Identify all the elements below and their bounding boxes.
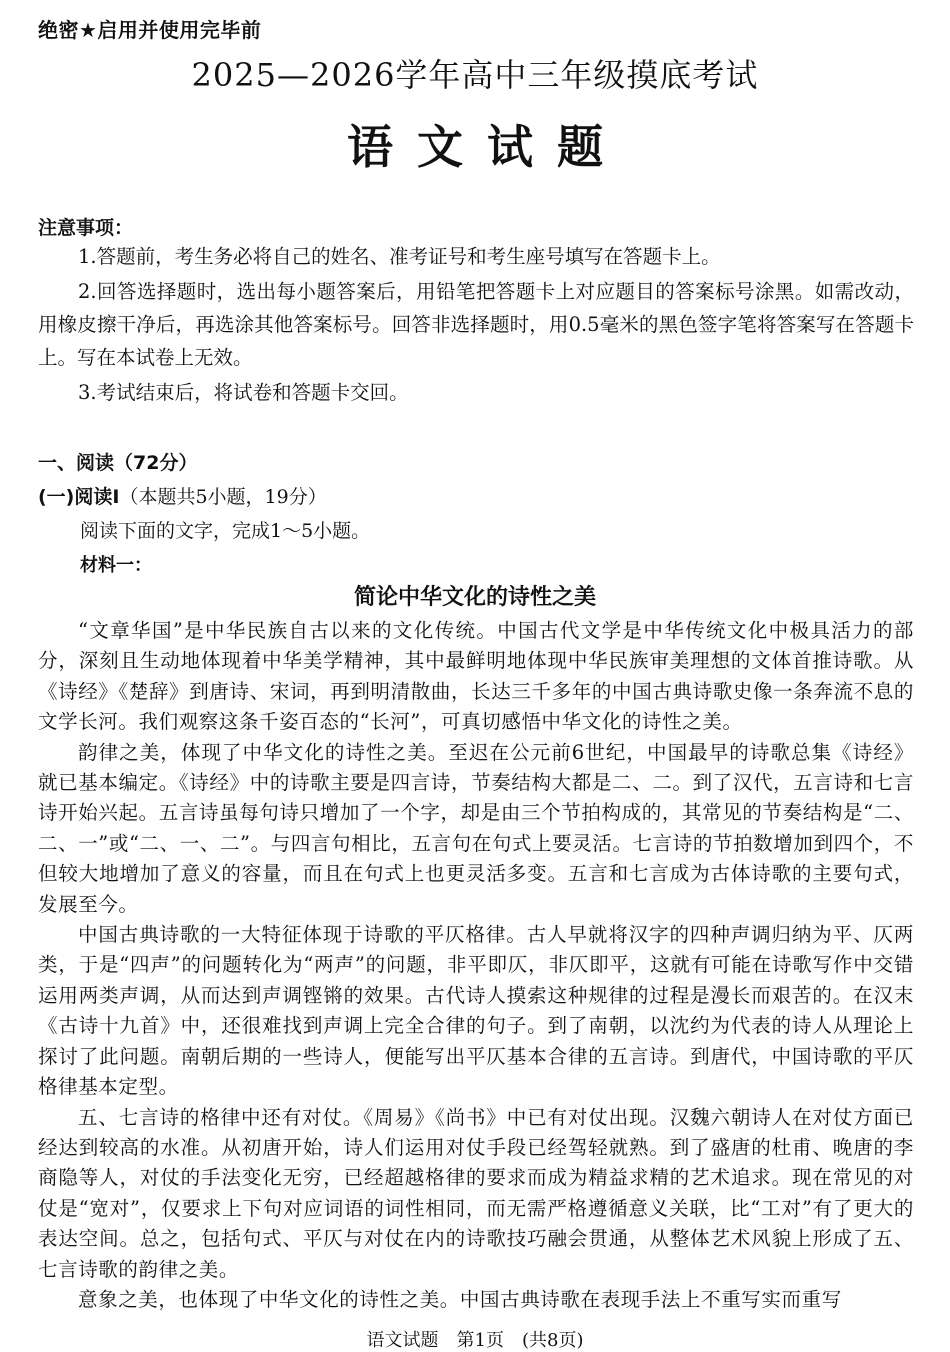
page-footer: 语文试题 第1页 (共8页) (366, 1330, 584, 1351)
subject-title: 语文试题 (347, 120, 627, 174)
article-body (38, 616, 914, 1315)
notice-item-3: 3.考试结束后，将试卷和答题卡交回。 (78, 381, 409, 404)
material-label: 材料一： (80, 555, 152, 576)
article-paragraph: 中国古典诗歌的一大特征体现于诗歌的平仄格律。古人早就将汉字的四种声调归纳为平、仄两类，于是“四声”的问题转化为“两声”的问题，非平即仄，非仄即平，这就有可能在诗歌写作中交错运用两类声调，从而达到声调铿锵的效果。古代诗人摸索这种规律的过程是漫长而艰苦的。在汉末《古诗十九首》中，还很难找到声调上完全合律的句子。到了南朝，以沈约为代表的诗人从理论上探讨了此问题。南朝后期的一些诗人，便能写出平仄基本合律的五言诗。到唐代，中国诗歌的平仄格律基本定型。 (38, 923, 914, 1099)
subsection-label: (一)阅读Ⅰ (38, 486, 120, 508)
notice-item-2: 2.回答选择题时，选出每小题答案后，用铅笔把答题卡上对应题目的答案标号涂黑。如需改动，用橡皮擦干净后，再选涂其他答案标号。回答非选择题时，用0.5毫米的黑色签字笔将答案写在答题卡上。写在本试卷上无效。 (38, 280, 914, 369)
article-paragraph: 意象之美，也体现了中华文化的诗性之美。中国古典诗歌在表现手法上不重写实而重写 (78, 1287, 842, 1311)
reading-instruction: 阅读下面的文字，完成1～5小题。 (80, 520, 371, 542)
section-heading: 一、阅读（72分） (38, 452, 198, 474)
subsection-heading (38, 482, 327, 509)
subsection-info: （本题共5小题，19分） (119, 486, 327, 508)
notice-heading: 注意事项： (38, 217, 134, 239)
notice-item-1: 1.答题前，考生务必将自己的姓名、准考证号和考生座号填写在答题卡上。 (78, 245, 721, 268)
exam-title: 2025—2026学年高中三年级摸底考试 (191, 56, 759, 94)
article-title: 简论中华文化的诗性之美 (353, 585, 596, 610)
confidential-label: 绝密★启用并使用完毕前 (38, 18, 262, 42)
article-paragraph: “文章华国”是中华民族自古以来的文化传统。中国古代文学是中华传统文化中极具活力的部分，深刻且生动地体现着中华美学精神，其中最鲜明地体现中华民族审美理想的文体首推诗歌。从《诗经》《楚辞》到唐诗、宋词，再到明清散曲，长达三千多年的中国古典诗歌史像一条奔流不息的文学长河。我们观察这条千姿百态的“长河”，可真切感悟中华文化的诗性之美。 (38, 619, 914, 734)
article-paragraph: 五、七言诗的格律中还有对仗。《周易》《尚书》中已有对仗出现。汉魏六朝诗人在对仗方面已经达到较高的水准。从初唐开始，诗人们运用对仗手段已经驾轻就熟。到了盛唐的杜甫、晚唐的李商隐等人，对仗的手法变化无穷，已经超越格律的要求而成为精益求精的艺术追求。现在常见的对仗是“宽对”，仅要求上下句对应词语的词性相同，而无需严格遵循意义关联，比“工对”有了更大的表达空间。总之，包括句式、平仄与对仗在内的诗歌技巧融会贯通，从整体艺术风貌上形成了五、七言诗歌的韵律之美。 (38, 1105, 914, 1281)
article-paragraph: 韵律之美，体现了中华文化的诗性之美。至迟在公元前6世纪，中国最早的诗歌总集《诗经》就已基本编定。《诗经》中的诗歌主要是四言诗，节奏结构大都是二、二。到了汉代，五言诗和七言诗开始兴起。五言诗虽每句诗只增加了一个字，却是由三个节拍构成的，其常见的节奏结构是“二、二、一”或“二、一、二”。与四言句相比，五言句在句式上要灵活。七言诗的节拍数增加到四个，不但较大地增加了意义的容量，而且在句式上也更灵活多变。五言和七言成为古体诗歌的主要句式，发展至今。 (38, 740, 914, 916)
